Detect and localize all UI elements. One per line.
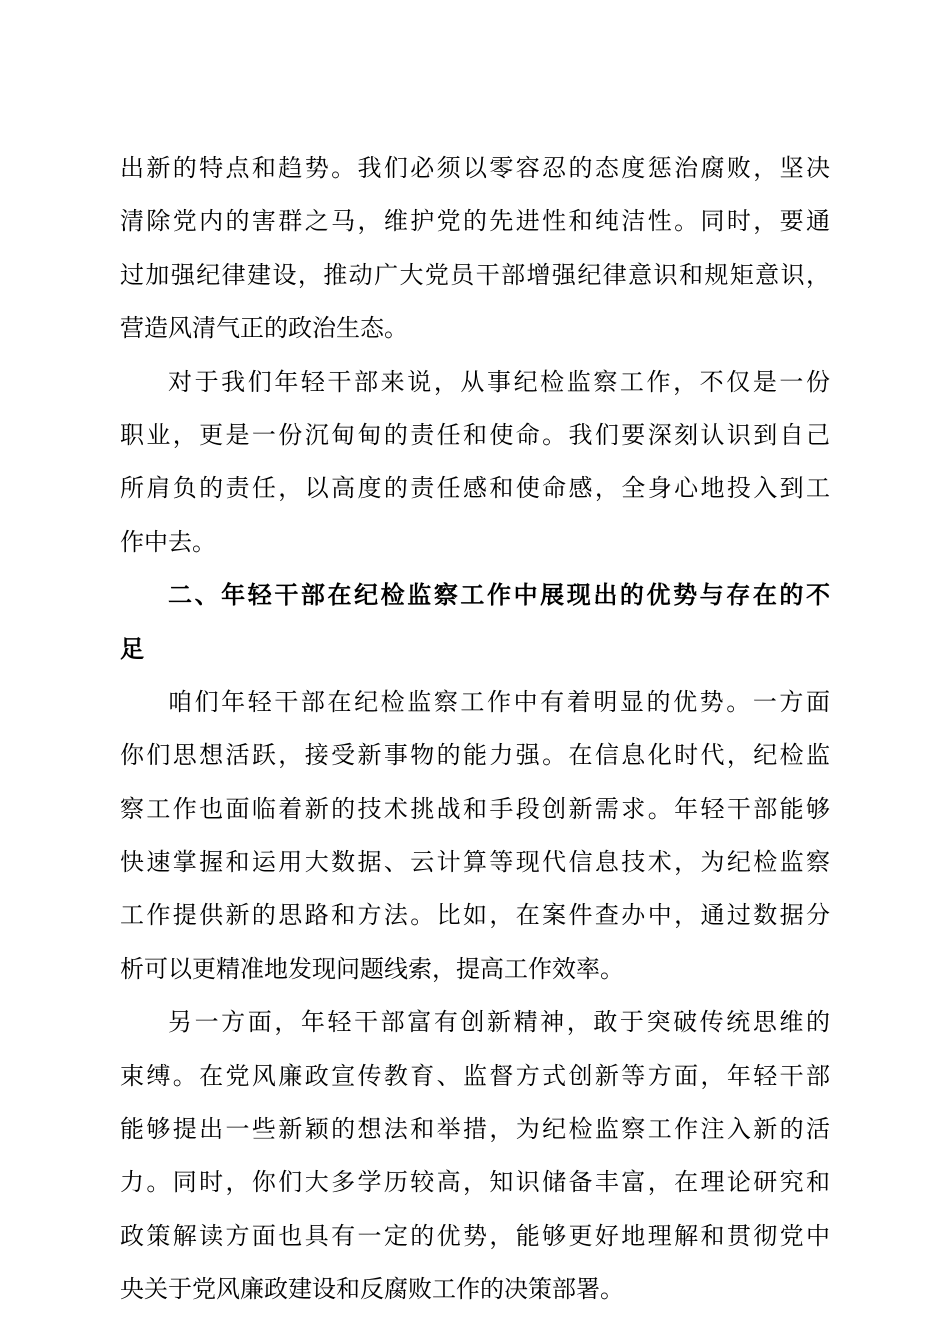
text-line: 过加强纪律建设，推动广大党员干部增强纪律意识和规矩意识， <box>120 260 830 289</box>
section-heading <box>120 569 830 676</box>
text-line: 力。同时，你们大多学历较高，知识储备丰富，在理论研究和 <box>120 1168 830 1197</box>
text-line: 所肩负的责任，以高度的责任感和使命感，全身心地投入到工 <box>120 474 830 503</box>
text-line: 察工作也面临着新的技术挑战和手段创新需求。年轻干部能够 <box>120 794 830 823</box>
text-line: 对于我们年轻干部来说，从事纪检监察工作，不仅是一份 <box>168 367 830 396</box>
text-line: 央关于党风廉政建设和反腐败工作的决策部署。 <box>120 1275 624 1304</box>
text-line: 职业，更是一份沉甸甸的责任和使命。我们要深刻认识到自己 <box>120 420 830 449</box>
text-line: 出新的特点和趋势。我们必须以零容忍的态度惩治腐败，坚决 <box>120 154 830 182</box>
text-line: 政策解读方面也具有一定的优势，能够更好地理解和贯彻党中 <box>120 1221 830 1250</box>
paragraph-3 <box>120 676 830 996</box>
text-line: 作中去。 <box>120 527 216 556</box>
text-line: 快速掌握和运用大数据、云计算等现代信息技术，为纪检监察 <box>120 848 830 877</box>
document-page <box>120 142 830 1317</box>
text-line: 束缚。在党风廉政宣传教育、监督方式创新等方面，年轻干部 <box>120 1061 830 1090</box>
text-line: 你们思想活跃，接受新事物的能力强。在信息化时代，纪检监 <box>120 741 830 770</box>
text-line: 能够提出一些新颖的想法和举措，为纪检监察工作注入新的活 <box>120 1115 830 1144</box>
text-line: 清除党内的害群之马，维护党的先进性和纯洁性。同时，要通 <box>120 207 830 236</box>
heading-line: 足 <box>120 634 144 663</box>
paragraph-4 <box>120 996 830 1316</box>
text-line: 咱们年轻干部在纪检监察工作中有着明显的优势。一方面 <box>168 687 830 716</box>
paragraph-1 <box>120 142 830 356</box>
paragraph-2 <box>120 356 830 570</box>
text-line: 另一方面，年轻干部富有创新精神，敢于突破传统思维的 <box>168 1008 830 1037</box>
text-line: 工作提供新的思路和方法。比如，在案件查办中，通过数据分 <box>120 901 830 930</box>
heading-line: 二、年轻干部在纪检监察工作中展现出的优势与存在的不 <box>168 581 830 610</box>
text-line: 析可以更精准地发现问题线索，提高工作效率。 <box>120 954 624 983</box>
text-line: 营造风清气正的政治生态。 <box>120 314 408 343</box>
